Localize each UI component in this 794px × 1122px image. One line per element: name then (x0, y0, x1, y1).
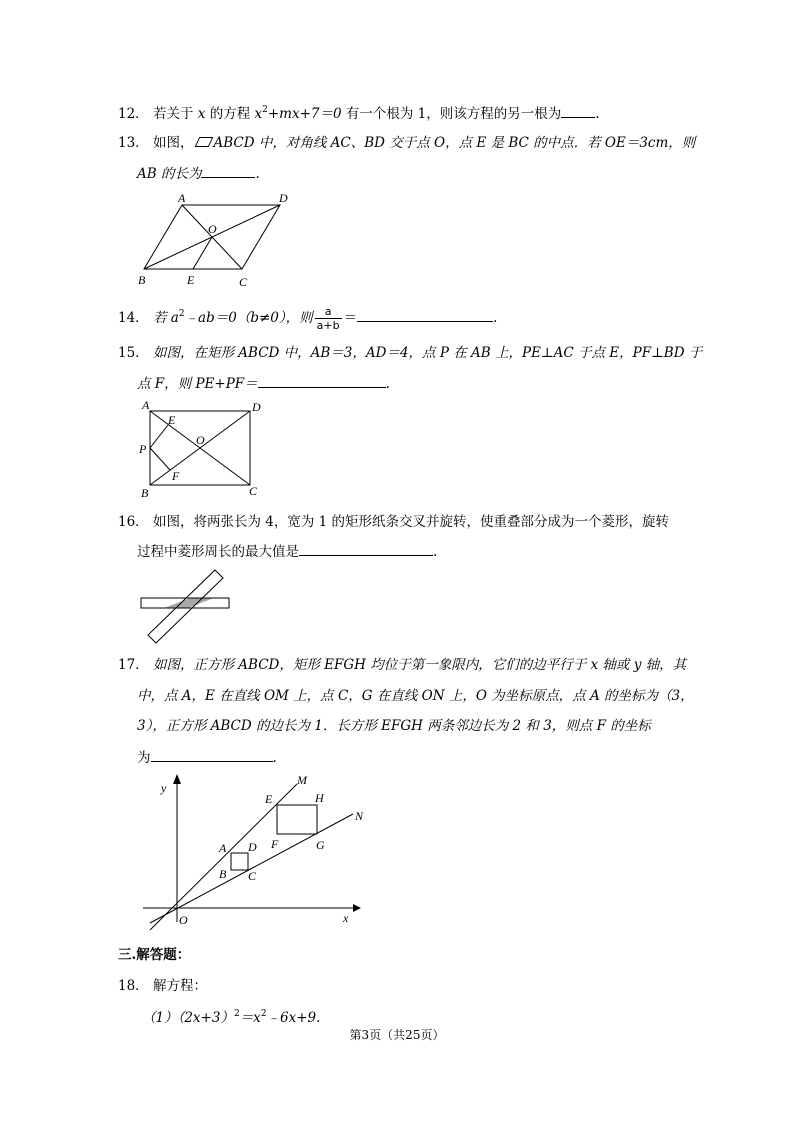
q16-number: 16． (118, 514, 149, 530)
label-b: B (138, 273, 146, 287)
q14-number: 14． (118, 310, 149, 326)
label-f: F (172, 469, 180, 483)
label-p: P (139, 442, 147, 456)
question-13-line2: AB 的长为 . (137, 163, 260, 184)
label-a: A (219, 841, 227, 855)
question-13: 13． 如图， ABCD 中，对角线 AC、BD 交于点 O，点 E 是 BC 的中点．若 OE＝3cm，则 (118, 135, 696, 151)
label-n: N (355, 809, 364, 823)
coordinate-figure (135, 770, 375, 930)
question-18: 18． 解方程： (118, 978, 207, 994)
segment-pe (150, 425, 168, 448)
parallelogram-figure (135, 193, 295, 293)
label-c: C (239, 275, 248, 289)
crossed-strips-figure (135, 565, 240, 647)
label-a: A (142, 398, 150, 412)
label-o: O (179, 913, 188, 927)
label-b: B (141, 486, 149, 500)
label-d: D (279, 191, 288, 205)
answer-blank[interactable] (258, 373, 386, 388)
q13-number: 13． (118, 135, 149, 151)
label-b: B (219, 867, 227, 881)
label-a: A (178, 191, 186, 205)
answer-blank[interactable] (201, 163, 255, 178)
square-abcd (231, 853, 248, 870)
q12-number: 12． (118, 106, 149, 122)
label-d: D (248, 840, 257, 854)
question-17-line3: 3），正方形 ABCD 的边长为 1．长方形 EFGH 两条邻边长为 2 和 3，则点 F 的坐标 (137, 718, 651, 734)
y-axis-arrow-icon (173, 774, 181, 784)
label-e: E (265, 792, 273, 806)
question-17: 17． 如图，正方形 ABCD，矩形 EFGH 均位于第一象限内，它们的边平行于 x 轴或 y 轴，其 (118, 657, 687, 673)
label-e: E (168, 413, 176, 427)
label-o: O (208, 222, 217, 236)
fraction: $\frac{a}{a+b}$ (316, 305, 340, 332)
segment-pf (150, 448, 170, 470)
label-c: C (248, 869, 257, 883)
rectangle-efgh (277, 805, 317, 834)
question-16-line2: 过程中菱形周长的最大值是 . (137, 541, 437, 562)
label-f: F (271, 837, 279, 851)
question-17-line4: 为 . (137, 747, 277, 768)
question-18-part1: $(1)(2x+3)^2=x^2﹣6x+9$. (142, 1009, 321, 1026)
label-x: x (343, 911, 349, 925)
section-title: 三.解答题： (118, 947, 191, 963)
answer-blank[interactable] (299, 541, 433, 556)
rectangle-figure (138, 396, 268, 500)
q15-number: 15． (118, 345, 149, 361)
question-15-line2: 点 F，则 PE+PF＝ . (137, 373, 390, 394)
rhombus-overlap (164, 598, 214, 608)
label-y: y (161, 781, 167, 795)
label-g: G (316, 838, 325, 852)
page-footer: 第3页（共25页） (349, 1028, 445, 1042)
label-e: E (187, 273, 195, 287)
label-d: D (252, 400, 261, 414)
label-m: M (297, 773, 307, 787)
question-14: 14． 若 $a^2﹣ab=0(b\ne 0)$，则 $\frac{a}{a+b}$ ＝ . (118, 305, 498, 332)
question-15: 15． 如图，在矩形 ABCD 中，AB＝3，AD＝4，点 P 在 AB 上，PE⊥AC 于点 E，PF⊥BD 于 (118, 345, 703, 361)
label-h: H (315, 791, 324, 805)
label-o: O (196, 433, 205, 447)
label-c: C (249, 484, 258, 498)
answer-blank[interactable] (151, 747, 273, 762)
question-12: 12． 若关于 x 的方程 $x^2+mx+7=0$ 有一个根为 1，则该方程的另一根为 . (118, 105, 600, 122)
x-axis-arrow-icon (353, 904, 361, 912)
answer-blank[interactable] (357, 307, 493, 322)
q17-number: 17． (118, 657, 149, 673)
q18-number: 18． (118, 978, 149, 994)
parallelogram-icon (195, 137, 214, 147)
answer-blank[interactable] (561, 103, 595, 118)
question-16: 16． 如图，将两张长为 4，宽为 1 的矩形纸条交叉并旋转，使重叠部分成为一个菱形，旋转 (118, 514, 670, 530)
question-17-line2: 中，点 A，E 在直线 OM 上，点 C，G 在直线 ON 上，O 为坐标原点，点 A 的坐标为（3， (137, 688, 694, 704)
